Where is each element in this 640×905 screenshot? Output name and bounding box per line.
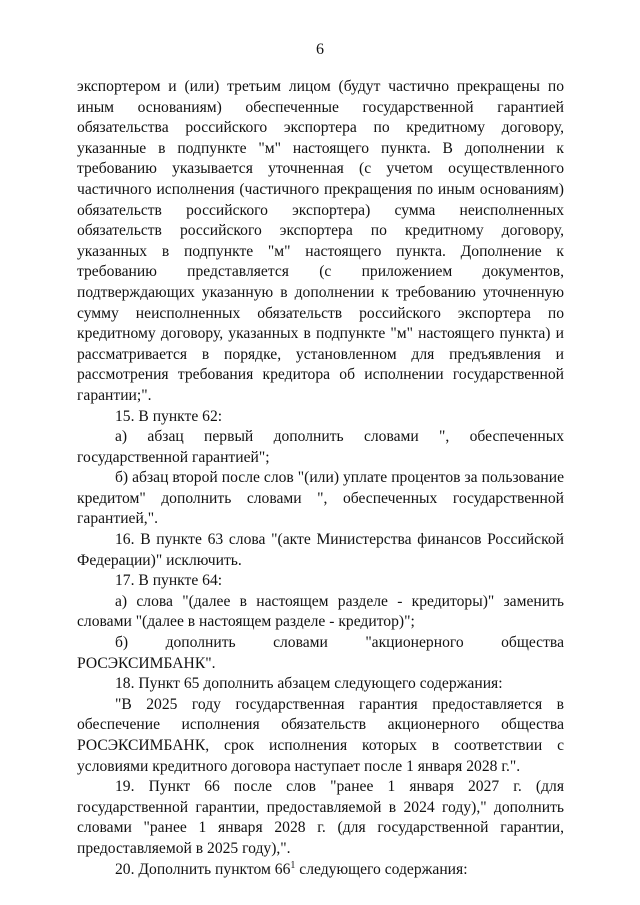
paragraph-item-17b: б) дополнить словами "акционерного общества РОСЭКСИМБАНК". bbox=[77, 634, 564, 672]
paragraph-item-15b: б) абзац второй после слов "(или) уплате процентов за пользование кредитом" дополнить словами ", обеспеченных государственной гарантией,". bbox=[77, 469, 564, 528]
paragraph-item-17a: а) слова "(далее в настоящем разделе - кредиторы)" заменить словами "(далее в настоящем разделе - кредитор)"; bbox=[77, 592, 564, 631]
paragraph-item-19: 19. Пункт 66 после слов "ранее 1 января 2027 г. (для государственной гарантии, предоставляемой в 2024 году)," дополнить словами "ранее 1 января 2028 г. (для государственной гарантии, предоставляемой в 2025 году),". bbox=[77, 778, 564, 857]
page-number: 6 bbox=[316, 41, 324, 58]
paragraph-continuation: экспортером и (или) третьим лицом (будут частично прекращены по иным основаниям) обеспеченные государственной гарантией обязательства российского экспортера по кредитному договору, указанные в подпункте "м" настоящего пункта. В дополнении к требованию указывается уточненная (с учетом осуществленного частичного исполнения (частичного прекращения по иным основаниям) обязательств российского экспортера) сумма неисполненных обязательств российского экспортера по кредитному договору, указанных в подпункте "м" настоящего пункта. Дополнение к требованию представляется (с приложением документов, подтверждающих указанную в дополнении к требованию уточненную сумму неисполненных обязательств российского экспортера по кредитному договору, указанных в подпункте "м" настоящего пункта) и рассматривается в порядке, установленном для предъявления и рассмотрения требования кредитора об исполнении государственной гарантии;". bbox=[77, 78, 564, 404]
paragraph-item-20-tail: следующего содержания: bbox=[295, 860, 468, 878]
document-body bbox=[77, 77, 564, 880]
paragraph-item-18: 18. Пункт 65 дополнить абзацем следующего содержания: bbox=[115, 675, 503, 693]
paragraph-item-15: 15. В пункте 62: bbox=[115, 407, 223, 425]
paragraph-item-20-text: 20. Дополнить пунктом 66 bbox=[115, 860, 291, 878]
paragraph-item-20 bbox=[77, 860, 564, 881]
paragraph-item-16: 16. В пункте 63 слова "(акте Министерства финансов Российской Федерации)" исключить. bbox=[77, 531, 564, 569]
superscript-index: 1 bbox=[290, 859, 296, 871]
paragraph-item-17: 17. В пункте 64: bbox=[115, 572, 223, 590]
paragraph-item-18-quote: "В 2025 году государственная гарантия предоставляется в обеспечение исполнения обязательств акционерного общества РОСЭКСИМБАНК, срок исполнения которых в соответствии с условиями кредитного договора наступает после 1 января 2028 г.". bbox=[77, 695, 564, 775]
paragraph-item-15a: а) абзац первый дополнить словами ", обеспеченных государственной гарантией"; bbox=[77, 428, 564, 466]
